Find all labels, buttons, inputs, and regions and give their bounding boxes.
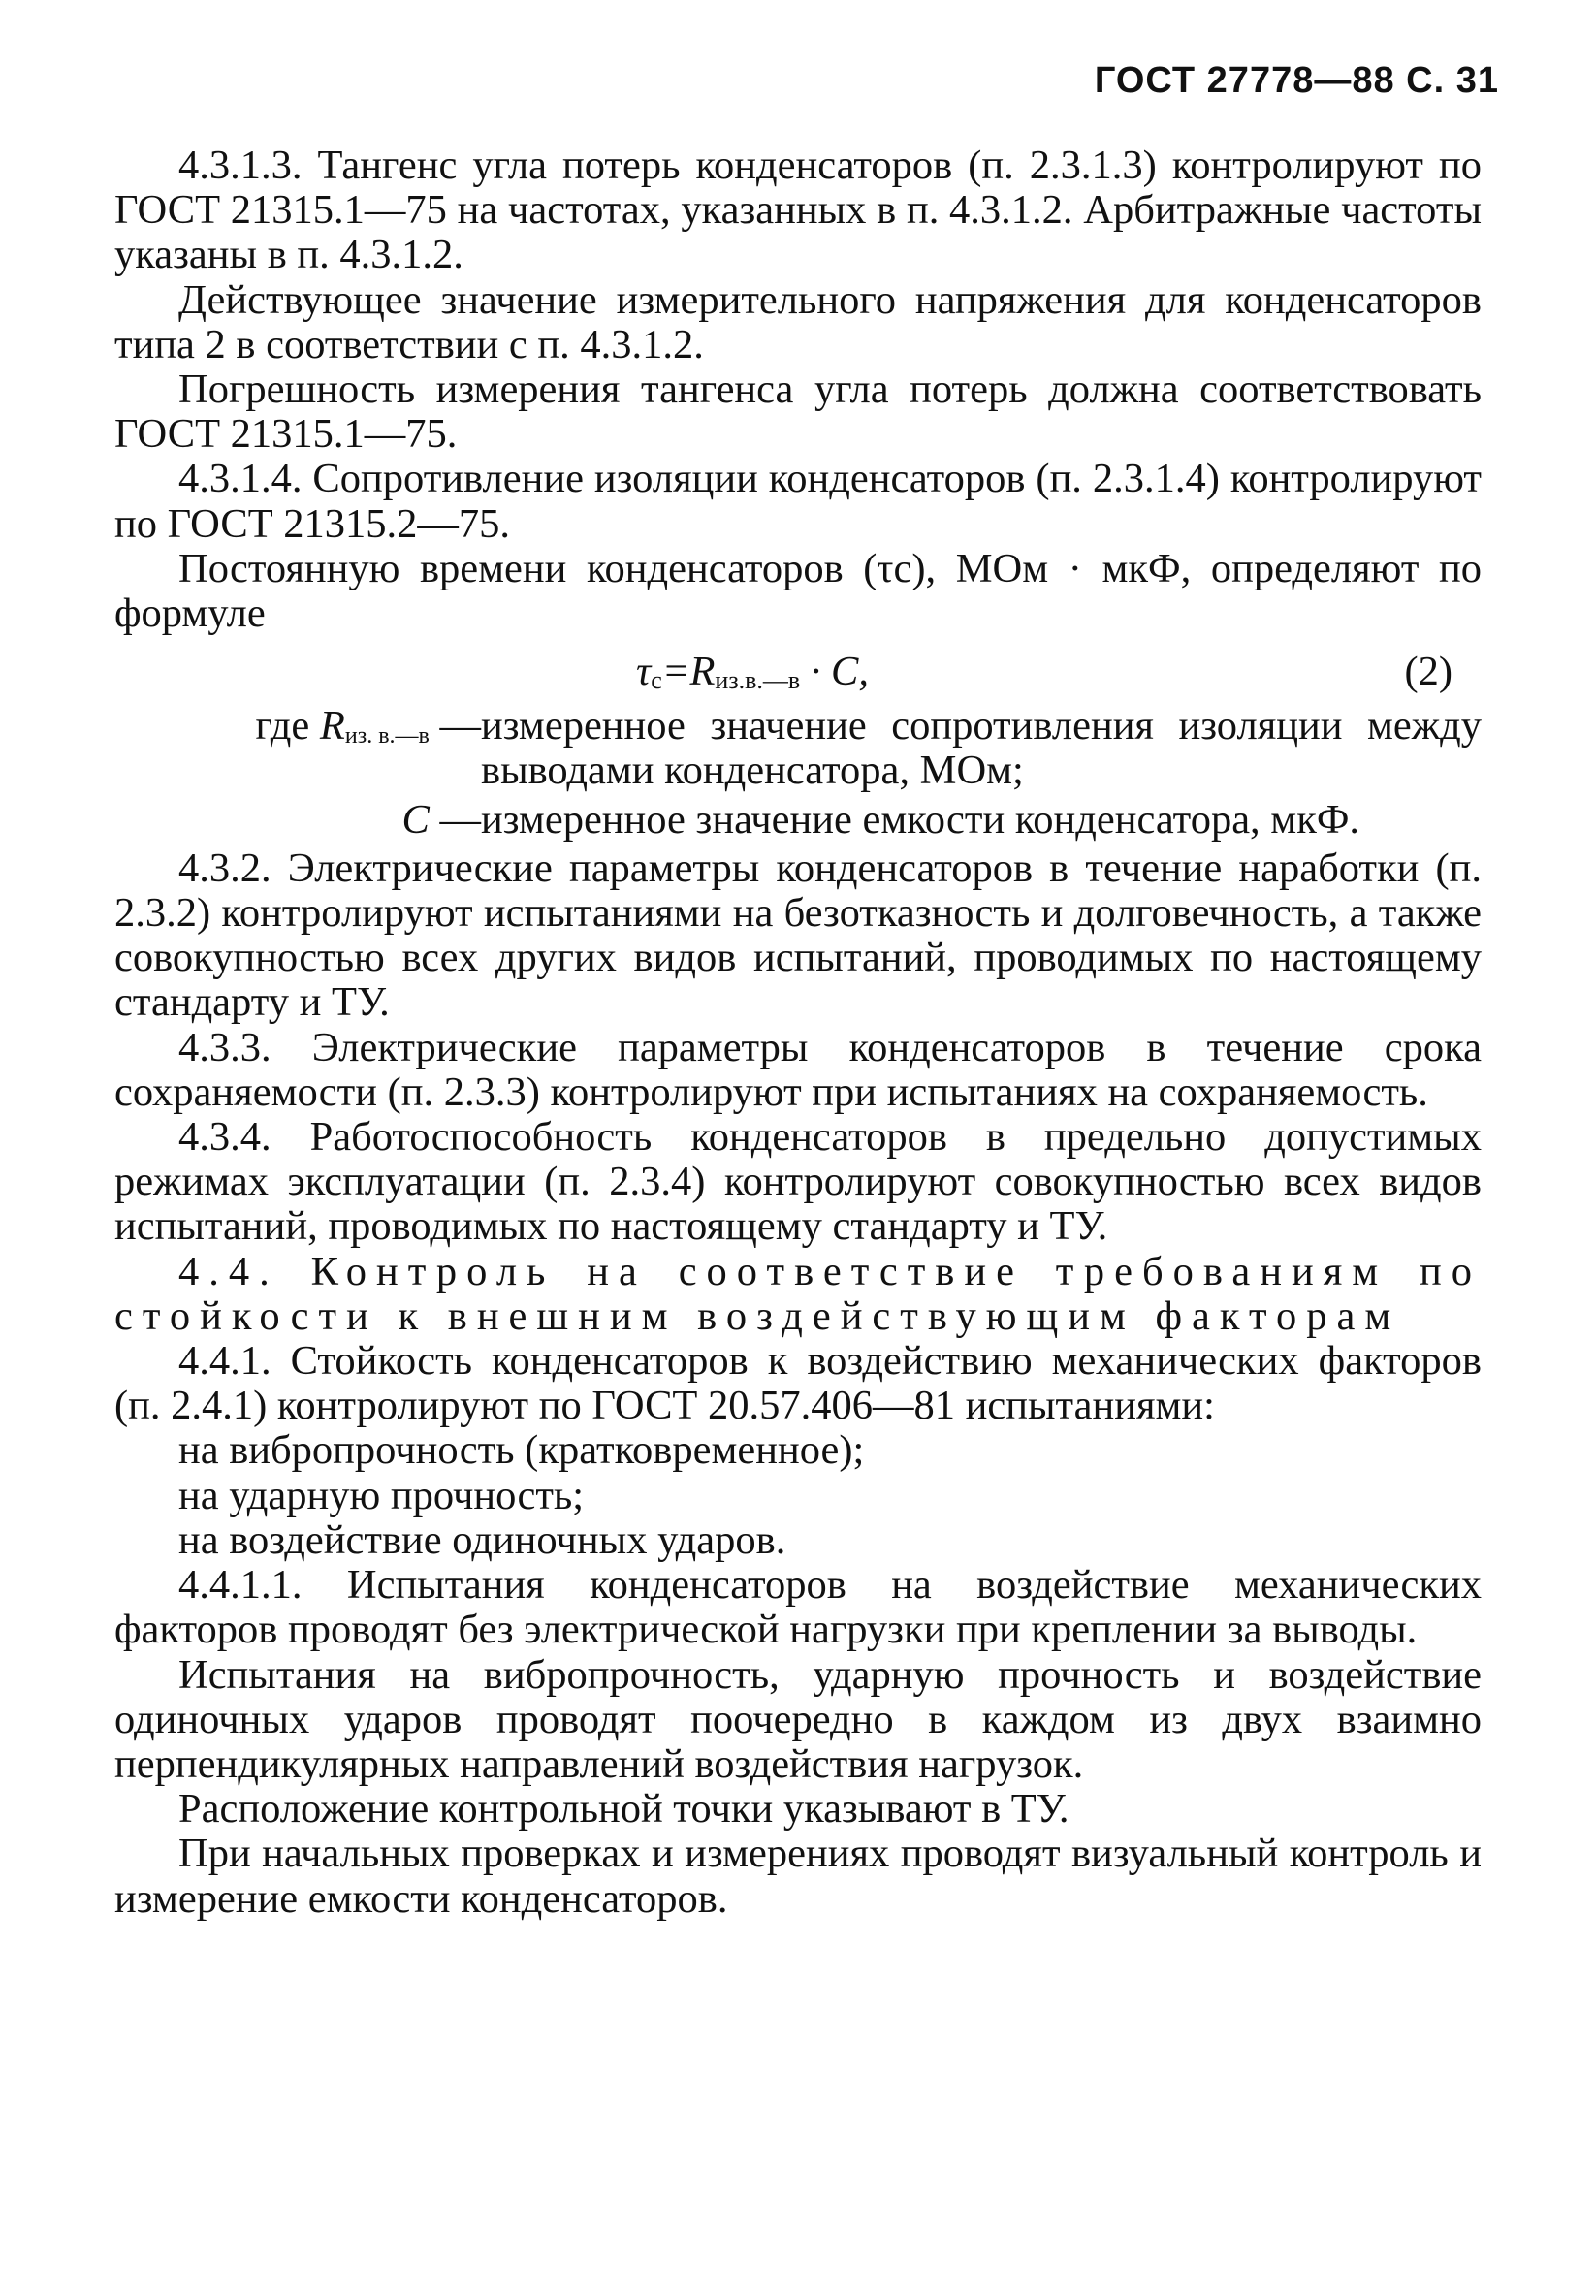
where-c-row (114, 798, 1482, 843)
paragraph-4-3-2: 4.3.2. Электрические параметры конденсаторов в течение наработки (п. 2.3.2) контролируют испытаниями на безотказность и долговечность, а также совокупностью всех других видов испытаний, проводимых по настоящему стандарту и ТУ. (114, 845, 1482, 1026)
paragraph-test-sequence: Испытания на вибропрочность, ударную прочность и воздействие одиночных ударов проводят поочередно в каждом из двух взаимно перпендикулярных направлений воздействия нагрузок. (114, 1651, 1482, 1787)
paragraph-4-3-1-4: 4.3.1.4. Сопротивление изоляции конденсаторов (п. 2.3.1.4) контролируют по ГОСТ 21315.2—75. (114, 456, 1482, 547)
paragraph-4-3-4: 4.3.4. Работоспособность конденсаторов в предельно допустимых режимах эксплуатации (п. 2.3.4) контролируют совокупностью всех видов испытаний, проводимых по настоящему стандарту и ТУ. (114, 1114, 1482, 1250)
page-header: ГОСТ 27778—88 С. 31 (1094, 60, 1499, 101)
list-item: на ударную прочность; (178, 1472, 585, 1518)
paragraph-4-4-1-1: 4.4.1.1. Испытания конденсаторов на воздействие механических факторов проводят без электрической нагрузки при креплении за выводы. (114, 1562, 1482, 1653)
formula-lhs-subscript: с (651, 666, 662, 695)
formula (636, 650, 869, 703)
paragraph-4-3-3: 4.3.3. Электрические параметры конденсаторов в течение срока сохраняемости (п. 2.3.3) контролируют при испытаниях на сохраняемость. (114, 1024, 1482, 1115)
list-item: на вибропрочность (кратковременное); (178, 1427, 865, 1474)
where-lead: где (255, 703, 310, 749)
where-r-subscript: из. в.—в (344, 723, 430, 749)
paragraph-measuring-voltage: Действующее значение измерительного напряжения для конденсаторов типа 2 в соответствии с п. 4.3.1.2. (114, 276, 1482, 367)
formula-tail: · C, (810, 649, 870, 695)
where-r-symbol (114, 704, 481, 793)
formula-r-symbol: R (689, 649, 716, 695)
where-c-dash: — (439, 796, 481, 843)
paragraph-4-3-1-3: 4.3.1.3. Тангенс угла потерь конденсаторов (п. 2.3.1.3) контролируют по ГОСТ 21315.1—75 на частотах, указанных в п. 4.3.1.2. Арбитражные частоты указаны в п. 4.3.1.2. (114, 143, 1482, 278)
where-c-definition: измеренное значение емкости конденсатора, мкФ. (481, 796, 1360, 843)
paragraph-control-point: Расположение контрольной точки указывают в ТУ. (178, 1786, 1069, 1833)
where-r-definition: измеренное значение сопротивления изоляции между выводами конденсатора, МОм; (481, 703, 1482, 794)
where-c-symbol (114, 798, 481, 843)
formula-block (114, 642, 1482, 700)
where-r-dash: — (439, 703, 481, 749)
where-c-letter: C (401, 796, 430, 843)
where-r-letter: R (319, 703, 345, 749)
list-item: на воздействие одиночных ударов. (178, 1516, 786, 1563)
paragraph-initial-checks: При начальных проверках и измерениях проводят визуальный контроль и измерение емкости конденсаторов. (114, 1831, 1482, 1922)
paragraph-time-constant: Постоянную времени конденсаторов (τс), МОм · мкФ, определяют по формуле (114, 545, 1482, 637)
formula-equals: = (661, 649, 690, 695)
formula-r-subscript: из.в.—в (715, 666, 801, 695)
paragraph-4-4-1: 4.4.1. Стойкость конденсаторов к воздействию механических факторов (п. 2.4.1) контролируют по ГОСТ 20.57.406—81 испытаниями: (114, 1338, 1482, 1429)
where-r-row (114, 704, 1482, 793)
formula-lhs-symbol: τ (636, 649, 652, 695)
paragraph-measurement-error: Погрешность измерения тангенса угла потерь должна соответствовать ГОСТ 21315.1—75. (114, 367, 1482, 458)
formula-number: (2) (1404, 649, 1452, 695)
document-body (114, 144, 1482, 1922)
section-heading-4-4: 4.4. Контроль на соответствие требованиям по стойкости к внешним воздействующим факторам (114, 1248, 1482, 1339)
